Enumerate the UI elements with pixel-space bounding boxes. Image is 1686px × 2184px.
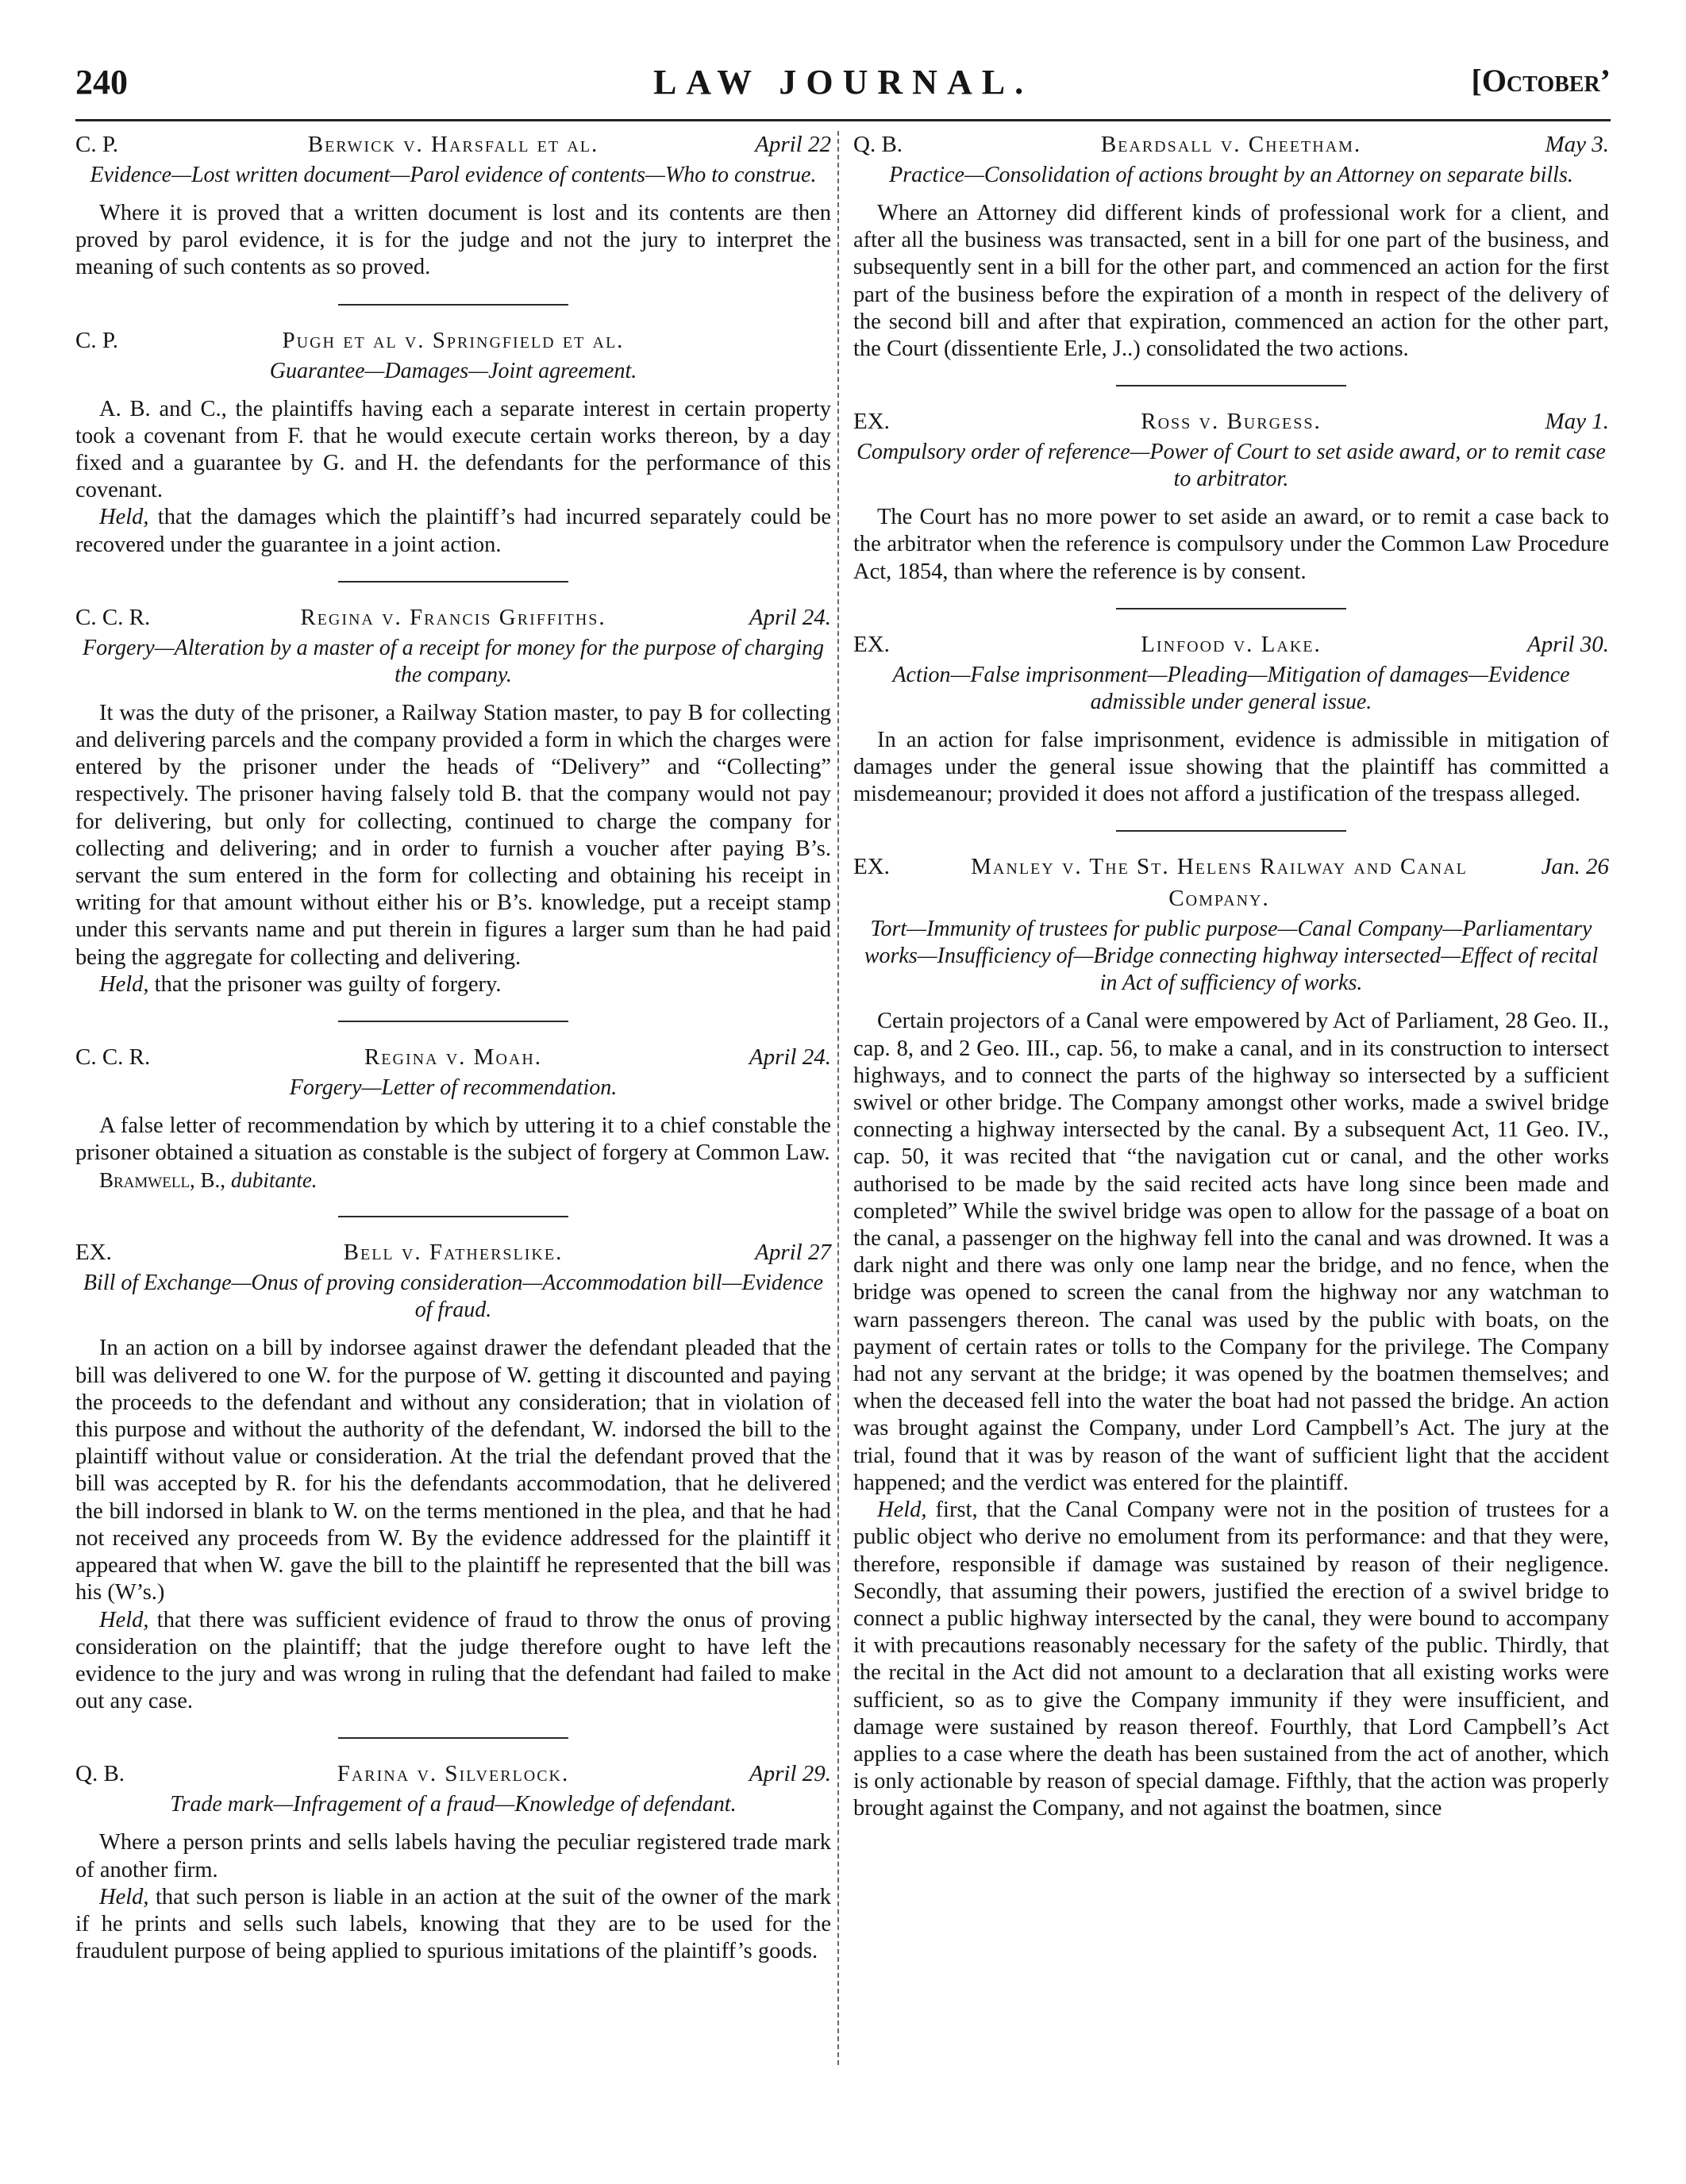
case-heading [853, 851, 1609, 914]
case-topic: Guarantee—Damages—Joint agreement. [269, 358, 637, 383]
section-separator [1116, 385, 1346, 386]
court-label: C. C. R. [75, 1044, 151, 1071]
case-paragraph: The Court has no more power to set aside an award, or to remit a case back to the arbitrator when the reference is compulsory under the Common Law Procedure Act, 1854, than where the reference is by consent. [853, 505, 1609, 584]
case-entry [75, 1236, 831, 1715]
case-paragraph: Where it is proved that a written document is lost and its contents are then proved by parol evidence, it is for the judge and not the jury to interpret the meaning of such contents as so proved. [75, 201, 831, 280]
case-entry [75, 325, 831, 559]
case-topic: Forgery—Alteration by a master of a receipt for money for the purpose of charging the company. [83, 635, 824, 687]
case-topic: Compulsory order of reference—Power of Court to set aside award, or to remit case to arbitrator. [856, 440, 1606, 492]
case-date: April 27 [755, 1240, 831, 1266]
held-label: Held, [99, 505, 149, 530]
court-label: EX. [853, 854, 890, 880]
case-paragraph: Where an Attorney did different kinds of professional work for a client, and after all the business was transacted, sent in a bill for one part of the business, and subsequently sent in a bill for the other part, and commenced an action for the first part of the business before the expiration of a month in respect of the delivery of the second bill and after that expiration, commenced an action for the other part, the Court (dissentiente Erle, J..) consolidated the two actions. [853, 201, 1609, 362]
held-label: Held, [99, 971, 149, 997]
header-rule [75, 119, 1611, 121]
section-separator [338, 1216, 568, 1217]
case-date: April 30. [1526, 631, 1609, 657]
case-topic: Action—False imprisonment—Pleading—Mitigation of damages—Evidence admissible under general issue. [892, 662, 1570, 714]
case-topic: Practice—Consolidation of actions brought by an Attorney on separate bills. [889, 163, 1573, 187]
case-heading [75, 1758, 831, 1790]
case-parties: Ross v. Burgess. [1141, 409, 1322, 435]
held-paragraph [75, 971, 831, 998]
held-label: Held, [99, 1884, 149, 1909]
judge-name: Bramwell, B., [99, 1168, 226, 1193]
issue-month: [October’ [1471, 63, 1611, 98]
case-heading [75, 602, 831, 633]
case-topic: Evidence—Lost written document—Parol evidence of contents—Who to construe. [90, 163, 817, 187]
section-separator [338, 1021, 568, 1022]
court-label: EX. [853, 409, 890, 435]
court-label: Q. B. [853, 132, 903, 157]
court-label: EX. [75, 1240, 112, 1266]
case-parties: Farina v. Silverlock. [337, 1761, 570, 1787]
held-paragraph [75, 1884, 831, 1966]
held-paragraph [853, 1497, 1609, 1822]
case-entry [853, 851, 1609, 1822]
case-date: Jan. 26 [1541, 854, 1609, 880]
case-topic: Tort—Immunity of trustees for public purpose—Canal Company—Parliamentary works—Insufficiency of—Bridge connecting highway intersected—Effect of recital in Act of sufficiency of works. [864, 917, 1599, 996]
case-entry [853, 406, 1609, 586]
court-label: C. C. R. [75, 604, 151, 630]
case-entry [853, 629, 1609, 809]
case-parties: Beardsall v. Cheetham. [1100, 132, 1362, 157]
case-paragraph: In an action for false imprisonment, evidence is admissible in mitigation of damages under the general issue showing that the plaintiff has committed a misdemeanour; provided it does not afford a justification of the trespass alleged. [853, 727, 1609, 807]
journal-title: LAW JOURNAL. [652, 63, 1034, 102]
case-date: April 29. [749, 1761, 831, 1787]
case-heading [75, 325, 831, 356]
case-parties: Manley v. The St. Helens Railway and Canal Company. [971, 854, 1468, 912]
court-label: C. P. [75, 132, 119, 157]
case-parties: Pugh et al v. Springfield et al. [282, 327, 625, 353]
column-divider [837, 131, 839, 2065]
judge-remark: dubitante. [230, 1168, 318, 1193]
case-topic: Forgery—Letter of recommendation. [289, 1075, 618, 1101]
case-parties: Regina v. Moah. [364, 1044, 543, 1071]
held-text: that there was sufficient evidence of fraud to throw the onus of proving consideration on the plaintiff; that the judge therefore ought to have left the evidence to the jury and was wrong in ruling that the defendant had failed to make out any case. [75, 1607, 831, 1714]
case-date: May 1. [1545, 409, 1609, 435]
case-date: April 22 [755, 132, 831, 157]
case-topic: Bill of Exchange—Onus of proving consideration—Accommodation bill—Evidence of fraud. [83, 1271, 824, 1323]
case-heading [853, 629, 1609, 660]
page-header [75, 62, 1611, 110]
case-parties: Bell v. Fatherslike. [343, 1240, 564, 1266]
case-topic: Trade mark—Infragement of a fraud—Knowledge of defendant. [170, 1792, 737, 1817]
case-paragraph: A. B. and C., the plaintiffs having each a separate interest in certain property took a covenant from F. that he would execute certain works thereon, by a day fixed and a guarantee by G. and H. the defendants for the performance of this covenant. [75, 396, 831, 503]
case-entry [75, 1758, 831, 1965]
section-separator [338, 1737, 568, 1739]
case-entry [853, 129, 1609, 363]
section-separator [338, 304, 568, 306]
case-paragraph: A false letter of recommendation by which by uttering it to a chief constable the prisoner obtained a situation as constable is the subject of forgery at Common Law. [75, 1113, 831, 1166]
court-label: EX. [853, 631, 890, 657]
case-paragraph: Certain projectors of a Canal were empowered by Act of Parliament, 28 Geo. II., cap. 8, and 2 Geo. III., cap. 56, to make a canal, and in its construction to intersect highways, and to connect the parts of the highway so intersected by a sufficient swivel or other bridge. The Company amongst other works, made a swivel bridge connecting a highway intersected by the canal. By a subsequent Act, 11 Geo. IV., cap. 50, it was recited that “the navigation cut or canal, and the other works authorised to be made by the said recited acts have long since been made and completed” While the swivel bridge was open to allow for the passage of a boat on the canal, a passenger on the highway fell into the canal and was drowned. It was a dark night and there was only one lamp near the bridge, and no fence, when the bridge was opened to screen the canal from the highway nor any watchman to warn passengers thereon. The canal was used by the public with boats, on the payment of certain rates or tolls to the Company for the privilege. The Company had not any servant at the bridge; it was opened by the boatmen themselves; and when the deceased fell into the water the boat had not passed the bridge. An action was brought against the Company, under Lord Campbell’s Act. The jury at the trial, found that it was by reason of the want of sufficient light that the accident happened; and the verdict was entered for the plaintiff. [853, 1009, 1609, 1495]
case-heading [75, 1236, 831, 1268]
case-heading [853, 129, 1609, 160]
held-label: Held, [99, 1607, 149, 1632]
section-separator [338, 581, 568, 583]
case-parties: Linfood v. Lake. [1141, 631, 1322, 657]
case-entry [75, 1041, 831, 1194]
judge-note [75, 1167, 831, 1194]
case-heading [75, 1041, 831, 1073]
case-paragraph: It was the duty of the prisoner, a Railway Station master, to pay B for collecting and delivering parcels and the company provided a form in which the charges were entered by the prisoner under the heads of “Delivery” and “Collecting” respectively. The prisoner having falsely told B. that the company would not pay for delivering, but only for collecting, continued to charge the company for collecting and delivering; and in order to furnish a voucher after paying B’s. servant the sum entered in the form for collecting and obtaining his receipt in writing for that amount without either his or B’s. knowledge, put a receipt stamp under this servants name and put therein in figures a larger sum than he had paid being the aggregate for collecting and delivering. [75, 700, 831, 970]
held-paragraph [75, 504, 831, 558]
court-label: Q. B. [75, 1761, 125, 1787]
case-date: April 24. [749, 604, 831, 630]
case-parties: Berwick v. Harsfall et al. [307, 132, 599, 157]
held-text: that the prisoner was guilty of forgery. [148, 971, 502, 997]
case-paragraph: Where a person prints and sells labels having the peculiar registered trade mark of another firm. [75, 1830, 831, 1882]
held-text: that the damages which the plaintiff’s had incurred separately could be recovered under the guarantee in a joint action. [75, 505, 831, 557]
case-heading [75, 129, 831, 160]
case-entry [75, 602, 831, 998]
right-column [853, 129, 1609, 1823]
held-text: first, that the Canal Company were not in the position of trustees for a public object who derive no emolument from its performance: and that they were, therefore, responsible if damage was sustained by reason of their negligence. Secondly, that assuming their powers, justified the erection of a swivel bridge to connect a public highway intersected by the canal, they were bound to accompany it with precautions reasonably necessary for the safety of the public. Thirdly, that the recital in the Act did not amount to a declaration that all existing works were sufficient, so as to give the Company immunity if they were insufficient, and damage were sustained by reason thereof. Fourthly, that Lord Campbell’s Act applies to a case where the death has been sustained from the act of another, which is only actionable by reason of special damage. Fifthly, that the action was properly brought against the Company, and not against the boatmen, since [853, 1498, 1609, 1821]
case-entry [75, 129, 831, 282]
held-text: that such person is liable in an action at the suit of the owner of the mark if he prints and sells such labels, knowing that they are to be used for the fraudulent purpose of being applied to spurious imitations of the plaintiff’s goods. [75, 1884, 831, 1964]
case-paragraph: In an action on a bill by indorsee against drawer the defendant pleaded that the bill was delivered to one W. for the purpose of W. getting it discounted and paying the proceeds to the defendant and without any consideration; that in violation of this purpose and without the authority of the defendant, W. indorsed the bill to the plaintiff without value or consideration. At the trial the defendant proved that the bill was accepted by R. for his the defendants accommodation, that he delivered the bill indorsed in blank to W. on the terms mentioned in the plea, and that he had not received any proceeds from W. By the evidence addressed for the plaintiff it appeared that when W. gave the bill to the plaintiff he represented that the bill was his (W’s.) [75, 1336, 831, 1605]
case-date: May 3. [1545, 132, 1609, 157]
left-column [75, 129, 831, 1965]
case-heading [853, 406, 1609, 437]
held-label: Held, [877, 1498, 927, 1523]
section-separator [1116, 830, 1346, 832]
section-separator [1116, 608, 1346, 609]
page-number: 240 [75, 63, 128, 102]
court-label: C. P. [75, 327, 119, 353]
held-paragraph [75, 1607, 831, 1716]
case-parties: Regina v. Francis Griffiths. [300, 604, 606, 630]
case-date: April 24. [749, 1044, 831, 1071]
